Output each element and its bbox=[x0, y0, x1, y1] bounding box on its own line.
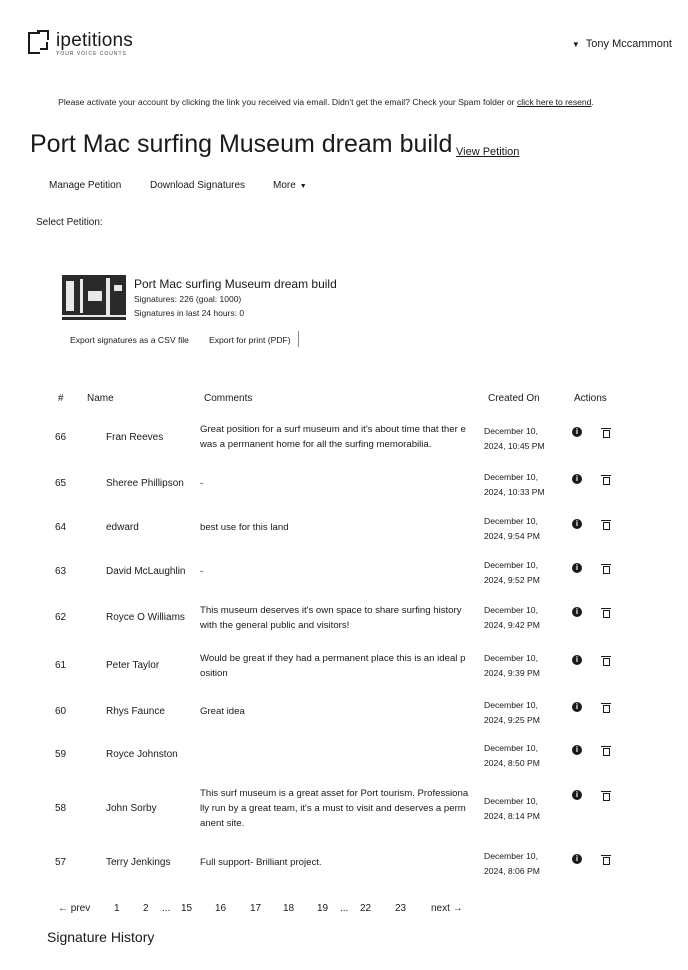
trash-icon[interactable] bbox=[602, 791, 610, 800]
pager-next[interactable]: next → bbox=[431, 903, 463, 914]
activation-text: Please activate your account by clicking the link you received via email. Didn't get the email? Check your Spam folder or bbox=[58, 97, 517, 107]
signer-name: edward bbox=[106, 522, 139, 533]
time-line: 2024, 9:52 PM bbox=[484, 575, 540, 585]
created-date bbox=[484, 849, 540, 879]
time-line: 2024, 8:06 PM bbox=[484, 866, 540, 876]
created-date bbox=[484, 698, 540, 728]
created-date bbox=[484, 470, 545, 500]
signer-name: John Sorby bbox=[106, 803, 157, 814]
trash-icon[interactable] bbox=[602, 855, 610, 864]
time-line: 2024, 8:50 PM bbox=[484, 758, 540, 768]
trash-icon[interactable] bbox=[602, 656, 610, 665]
signature-count: Signatures: 226 (goal: 1000) bbox=[134, 294, 242, 304]
created-date bbox=[484, 741, 540, 771]
info-icon[interactable]: i bbox=[572, 607, 582, 617]
info-icon[interactable]: i bbox=[572, 519, 582, 529]
date-line: December 10, bbox=[484, 653, 538, 663]
date-line: December 10, bbox=[484, 426, 538, 436]
created-date bbox=[484, 558, 540, 588]
row-number: 62 bbox=[55, 612, 67, 623]
user-menu[interactable] bbox=[572, 38, 672, 50]
signer-comment: Great position for a surf museum and it's about time that ther e was a permanent home for all the surfing memorabilia. bbox=[200, 424, 466, 450]
trash-icon[interactable] bbox=[602, 520, 610, 529]
time-line: 2024, 10:45 PM bbox=[484, 441, 545, 451]
signer-name: Peter Taylor bbox=[106, 660, 160, 671]
logo[interactable] bbox=[28, 30, 133, 57]
row-number: 58 bbox=[55, 803, 67, 814]
trash-icon[interactable] bbox=[602, 703, 610, 712]
date-line: December 10, bbox=[484, 796, 538, 806]
row-number: 61 bbox=[55, 660, 67, 671]
row-number: 60 bbox=[55, 706, 67, 717]
pager-page-22[interactable]: 22 bbox=[360, 903, 372, 914]
signer-name: Royce Johnston bbox=[106, 749, 178, 760]
col-header-name: Name bbox=[87, 393, 114, 404]
created-date bbox=[484, 424, 545, 454]
pager-prev[interactable]: ← prev bbox=[58, 903, 91, 914]
pager-page-18[interactable]: 18 bbox=[283, 903, 295, 914]
date-line: December 10, bbox=[484, 743, 538, 753]
signer-name: Royce O Williams bbox=[106, 612, 185, 623]
info-icon[interactable]: i bbox=[572, 854, 582, 864]
export-pdf-button[interactable]: Export for print (PDF) bbox=[209, 335, 291, 345]
signer-comment: Would be great if they had a permanent place this is an ideal p osition bbox=[200, 653, 466, 679]
row-number: 66 bbox=[55, 432, 67, 443]
date-line: December 10, bbox=[484, 700, 538, 710]
signer-comment: - bbox=[200, 478, 204, 489]
more-menu[interactable] bbox=[273, 180, 307, 191]
pager-page-16[interactable]: 16 bbox=[215, 903, 227, 914]
info-icon[interactable]: i bbox=[572, 474, 582, 484]
pager-ellipsis: ... bbox=[340, 903, 349, 914]
signer-name: Terry Jenkings bbox=[106, 857, 171, 868]
col-header-actions: Actions bbox=[574, 393, 607, 404]
user-name: Tony Mccammont bbox=[585, 38, 672, 50]
pager-page-2[interactable]: 2 bbox=[143, 903, 149, 914]
pager-page-1[interactable]: 1 bbox=[114, 903, 120, 914]
date-line: December 10, bbox=[484, 560, 538, 570]
signer-name: Rhys Faunce bbox=[106, 706, 165, 717]
signer-name: Fran Reeves bbox=[106, 432, 164, 443]
divider bbox=[298, 331, 299, 347]
manage-petition-tab[interactable]: Manage Petition bbox=[49, 180, 122, 191]
activation-end: . bbox=[591, 97, 594, 107]
caret-down-icon: ▼ bbox=[571, 39, 580, 49]
row-number: 65 bbox=[55, 478, 67, 489]
date-line: December 10, bbox=[484, 605, 538, 615]
col-header-comments: Comments bbox=[204, 393, 253, 404]
trash-icon[interactable] bbox=[602, 564, 610, 573]
pager-page-15[interactable]: 15 bbox=[181, 903, 193, 914]
col-header-created: Created On bbox=[488, 393, 540, 404]
page-title: Port Mac surfing Museum dream build bbox=[30, 130, 453, 158]
trash-icon[interactable] bbox=[602, 475, 610, 484]
section-title-signature-history: Signature History bbox=[47, 929, 155, 945]
signer-comment: Great idea bbox=[200, 706, 245, 717]
created-date bbox=[484, 514, 540, 544]
date-line: December 10, bbox=[484, 516, 538, 526]
info-icon[interactable]: i bbox=[572, 655, 582, 665]
signer-comment: Full support- Brilliant project. bbox=[200, 857, 322, 868]
signatures-last-24h: Signatures in last 24 hours: 0 bbox=[134, 308, 245, 318]
activation-notice bbox=[0, 97, 652, 107]
trash-icon[interactable] bbox=[602, 608, 610, 617]
pager-page-23[interactable]: 23 bbox=[395, 903, 407, 914]
created-date bbox=[484, 651, 540, 681]
resend-link[interactable]: click here to resend bbox=[516, 97, 592, 107]
view-petition-link[interactable]: View Petition bbox=[456, 146, 520, 158]
date-line: December 10, bbox=[484, 472, 538, 482]
caret-down-icon: ▼ bbox=[299, 183, 307, 190]
info-icon[interactable]: i bbox=[572, 745, 582, 755]
date-line: December 10, bbox=[484, 851, 538, 861]
time-line: 2024, 10:33 PM bbox=[484, 487, 545, 497]
download-signatures-tab[interactable]: Download Signatures bbox=[150, 180, 246, 191]
row-number: 57 bbox=[55, 857, 67, 868]
time-line: 2024, 9:25 PM bbox=[484, 715, 540, 725]
logo-icon bbox=[28, 30, 50, 54]
signer-name: Sheree Phillipson bbox=[106, 478, 184, 489]
export-csv-button[interactable]: Export signatures as a CSV file bbox=[70, 335, 189, 345]
pager-page-17[interactable]: 17 bbox=[250, 903, 262, 914]
select-petition-label[interactable]: Select Petition: bbox=[36, 217, 103, 228]
row-number: 64 bbox=[55, 522, 67, 533]
signer-comment: This museum deserves it's own space to share surfing history with the general public and visitors! bbox=[200, 605, 462, 631]
trash-icon[interactable] bbox=[602, 746, 610, 755]
more-label: More bbox=[273, 180, 296, 191]
created-date bbox=[484, 794, 540, 824]
pager-ellipsis: ... bbox=[162, 903, 171, 914]
created-date bbox=[484, 603, 540, 633]
time-line: 2024, 9:54 PM bbox=[484, 531, 540, 541]
card-title[interactable]: Port Mac surfing Museum dream build bbox=[134, 277, 337, 291]
time-line: 2024, 9:39 PM bbox=[484, 668, 540, 678]
info-icon[interactable]: i bbox=[572, 790, 582, 800]
info-icon[interactable]: i bbox=[572, 563, 582, 573]
time-line: 2024, 9:42 PM bbox=[484, 620, 540, 630]
trash-icon[interactable] bbox=[602, 428, 610, 437]
row-number: 63 bbox=[55, 566, 67, 577]
pager-page-19[interactable]: 19 bbox=[317, 903, 329, 914]
logo-subtext: YOUR VOICE COUNTS bbox=[56, 51, 127, 57]
info-icon[interactable]: i bbox=[572, 702, 582, 712]
time-line: 2024, 8:14 PM bbox=[484, 811, 540, 821]
row-number: 59 bbox=[55, 749, 67, 760]
signer-comment: best use for this land bbox=[200, 522, 289, 533]
logo-text: ipetitions bbox=[56, 30, 133, 51]
petition-thumbnail[interactable] bbox=[62, 275, 126, 320]
signer-comment: - bbox=[200, 566, 204, 577]
info-icon[interactable]: i bbox=[572, 427, 582, 437]
signer-name: David McLaughlin bbox=[106, 566, 186, 577]
col-header-num: # bbox=[58, 393, 64, 404]
signer-comment: This surf museum is a great asset for Port tourism. Professiona lly run by a great team, it's a must to visit and deserves a perm anent site. bbox=[200, 788, 469, 829]
